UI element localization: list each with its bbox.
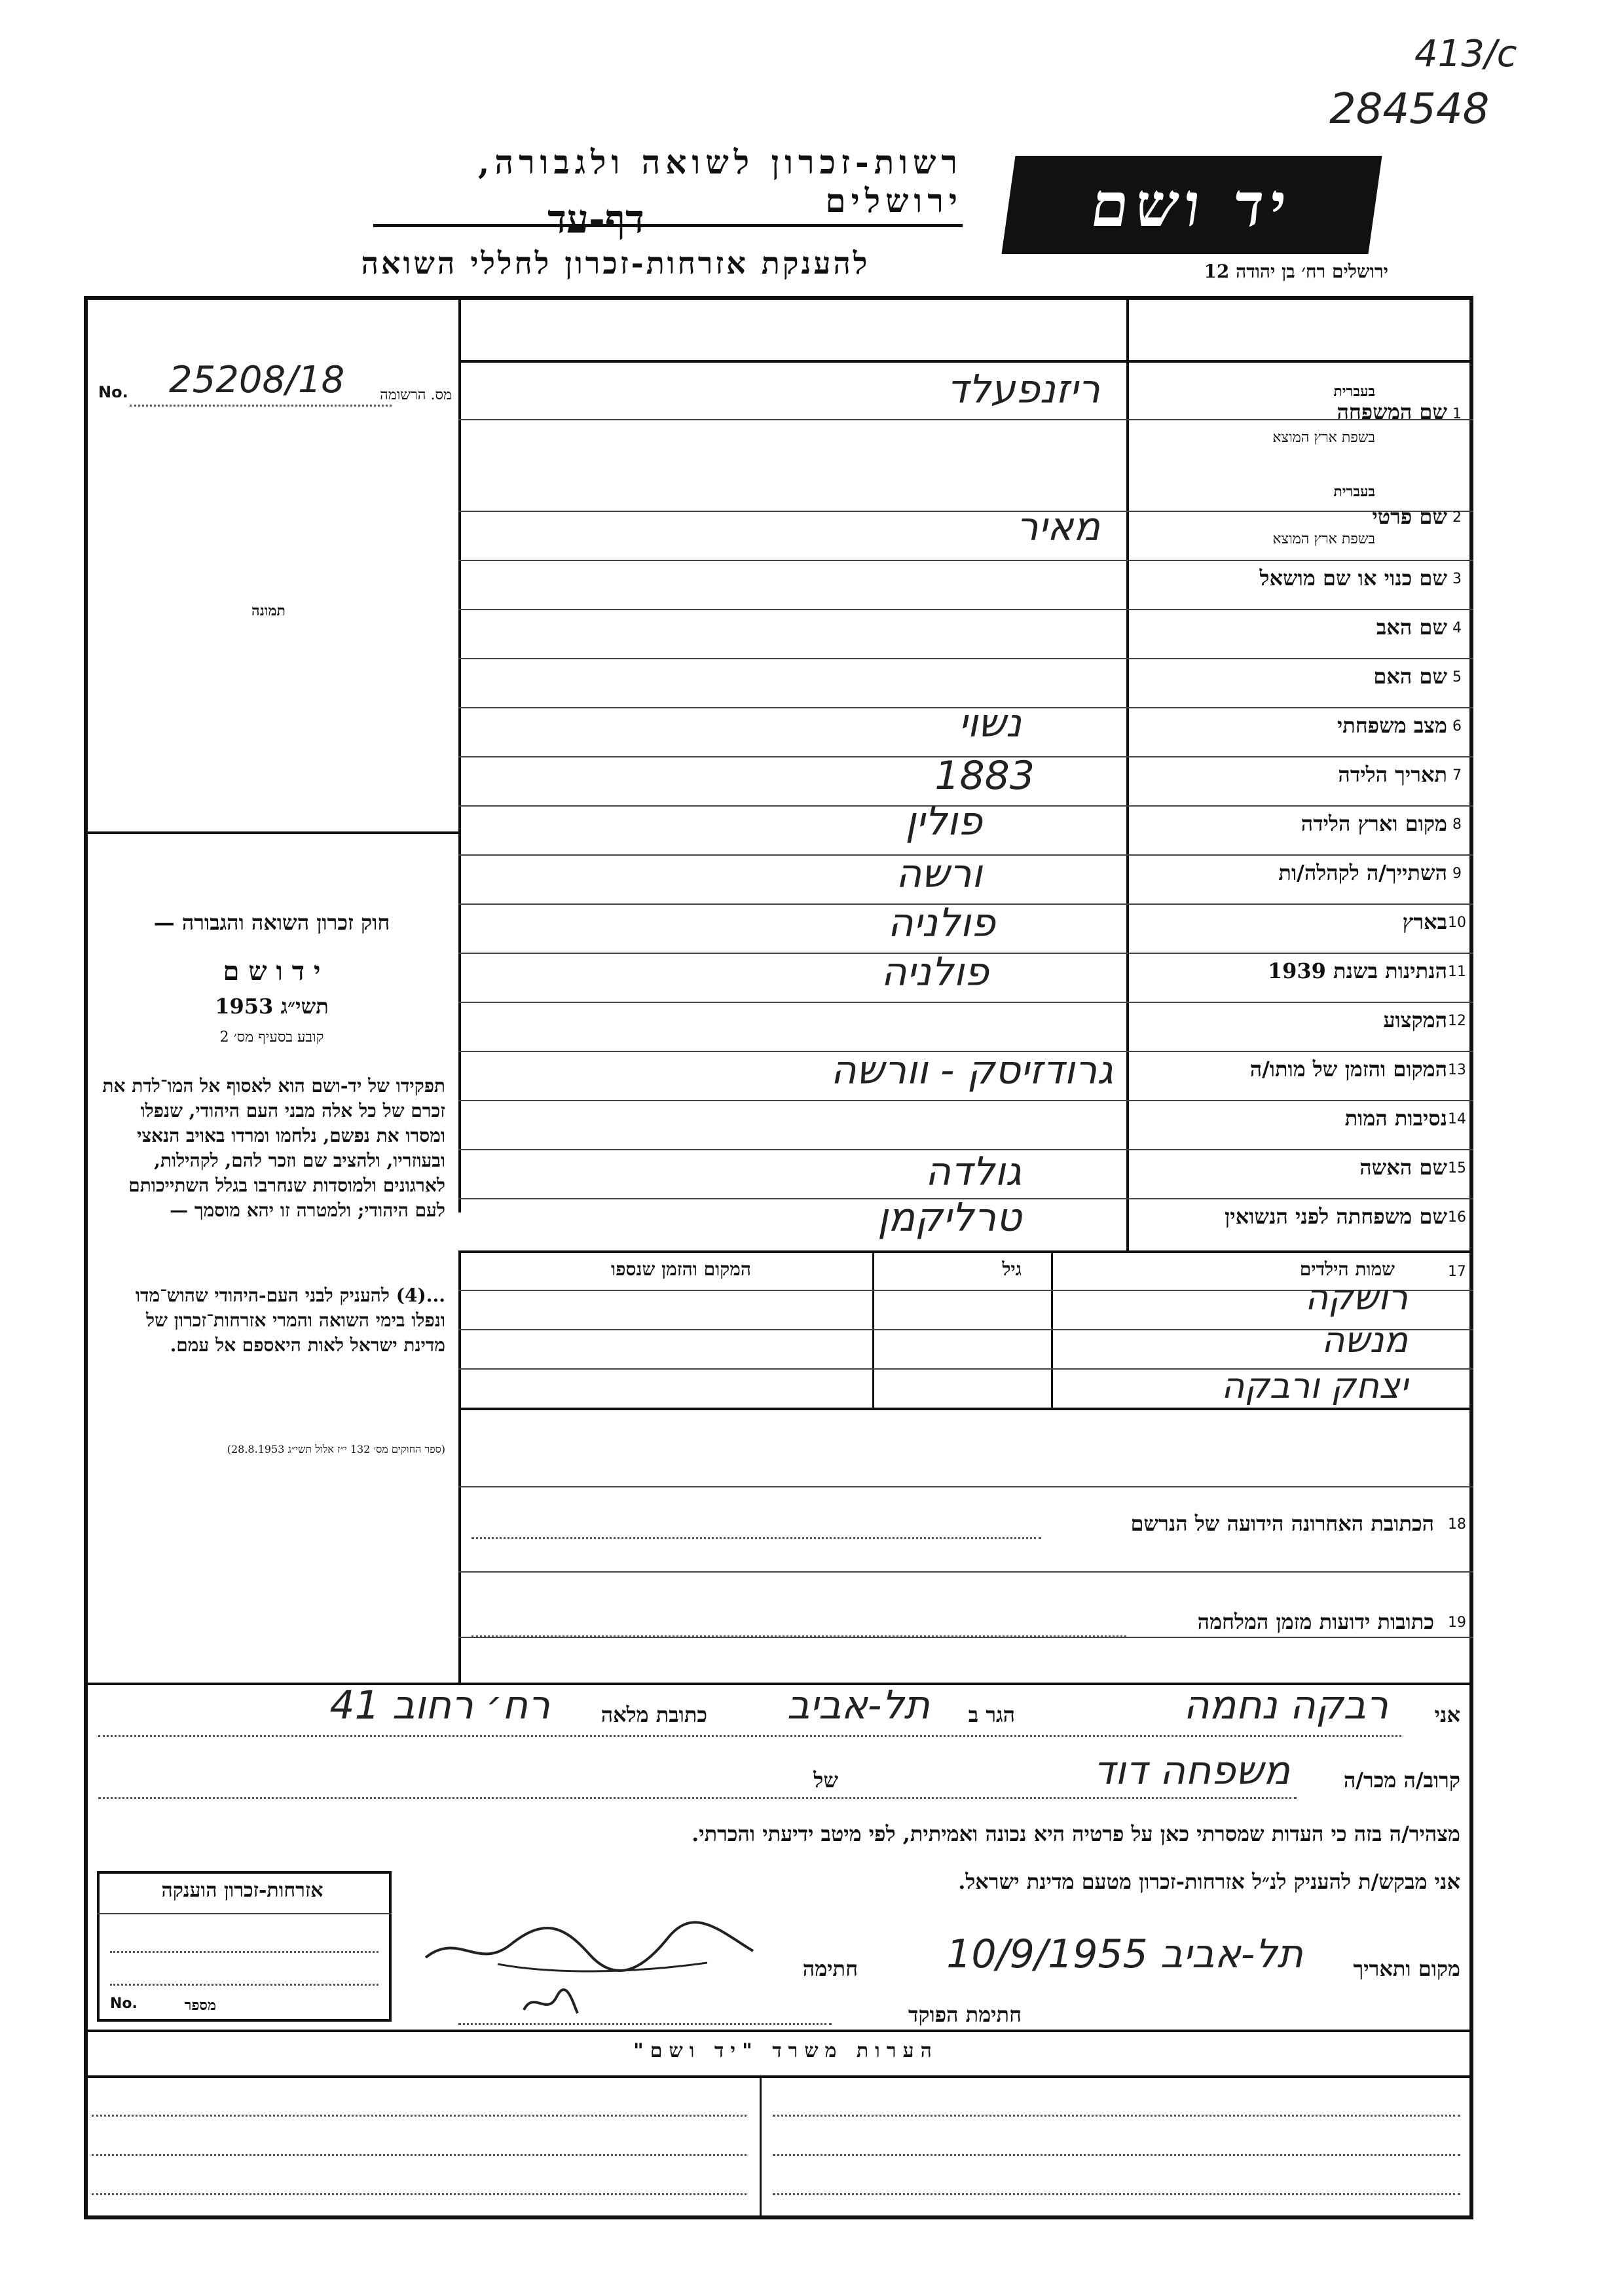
value-family-name: ריזנפעלד: [947, 367, 1100, 412]
value-wife-maiden-name: טרליקמן: [877, 1195, 1022, 1241]
field-label-4: שם האב: [1376, 615, 1447, 640]
field-label-6: מצב משפחתי: [1337, 713, 1447, 738]
row-line: [458, 658, 1473, 659]
children-place-header: המקום והזמן שנספו: [611, 1258, 751, 1280]
notes-header-line: [84, 2075, 1473, 2078]
divider-left-lower: [458, 1250, 461, 1683]
corner-mark-number: 284548: [1329, 85, 1490, 134]
field-label-11: הנתינות בשנת 1939: [1267, 958, 1447, 983]
signature: [419, 1918, 760, 1977]
declaration-city: תל-אביב: [786, 1683, 930, 1728]
header-row-line: [458, 360, 1473, 363]
field-label-10: בארץ: [1402, 909, 1447, 934]
field-label-3: שם כנוי או שם מושאל: [1259, 566, 1447, 591]
officer-signature-label: חתימת הפוקד: [908, 2002, 1022, 2027]
field-label-12: המקצוע: [1383, 1008, 1447, 1032]
row-line: [458, 1002, 1473, 1003]
field-num-13: 13: [1448, 1062, 1466, 1078]
field-label-18: הכתובת האחרונה הידועה של הנרשם: [1130, 1511, 1434, 1536]
page-title: דף-עד: [547, 196, 644, 242]
registration-label: מס. הרשומה: [380, 387, 452, 403]
field-label-8: מקום וארץ הלידה: [1301, 811, 1447, 836]
sublabel-hebrew: בעברית: [1333, 383, 1375, 400]
value-nationality-1939: פולניה: [881, 949, 989, 995]
field-num-10: 10: [1448, 915, 1466, 931]
stamp-line: [110, 1951, 378, 1953]
registration-no-label: No.: [98, 383, 128, 401]
field-num-15: 15: [1448, 1160, 1466, 1176]
declaration-name: רבקה נחמה: [1183, 1683, 1388, 1728]
children-header-line: [458, 1250, 1473, 1253]
law-name: י ד ו ש ם: [223, 956, 321, 987]
field-num-2: 2: [1452, 509, 1462, 526]
children-bottom-line: [458, 1408, 1473, 1410]
row-line: [458, 1486, 1473, 1487]
sublabel-native-2: בשפת ארץ המוצא: [1272, 531, 1375, 547]
value-death-place: גרודזיסק - וורשה: [830, 1048, 1113, 1093]
field-num-1: 1: [1452, 406, 1462, 422]
field-label-7: תאריך הלידה: [1338, 762, 1447, 787]
declaration-statement-2: אני מבקש/ת להעניק לנ״ל אזרחות-זכרון מטעם מדינת ישראל.: [958, 1869, 1460, 1894]
field-num-17: 17: [1448, 1264, 1466, 1280]
registration-dotline: [130, 405, 392, 407]
row-line: [458, 609, 1473, 610]
authority-heading: רשות-זכרון לשואה ולגבורה, ירושלים: [373, 143, 963, 227]
field-label-9: השתייך/ה לקהלה/ות: [1278, 860, 1447, 885]
declaration-i-label: אני: [1434, 1702, 1460, 1727]
stamp-title: אזרחות-זכרון הוענקה: [161, 1879, 323, 1902]
stamp-divider: [97, 1913, 392, 1914]
row-line: [458, 1571, 1473, 1573]
field-19-dotline: [471, 1635, 1126, 1637]
law-year: תשי״ג 1953: [215, 994, 329, 1019]
divider-label-column: [1126, 296, 1129, 1252]
field-label-13: המקום והזמן של מותו/ה: [1249, 1057, 1447, 1082]
children-age-header: גיל: [1002, 1258, 1022, 1280]
field-num-8: 8: [1452, 816, 1462, 833]
value-birth-place: פולין: [905, 799, 982, 845]
field-num-9: 9: [1452, 866, 1462, 882]
field-label-16: שם משפחתה לפני הנשואין: [1225, 1204, 1447, 1229]
notes-line: [773, 2193, 1460, 2195]
registration-number: 25208/18: [169, 359, 345, 401]
stamp-no-label: No.: [110, 1995, 138, 2012]
photo-label: תמונה: [251, 602, 286, 619]
value-wife-name: גולדה: [925, 1149, 1022, 1195]
value-country: פולניה: [887, 900, 995, 946]
value-marital-status: נשוי: [958, 701, 1022, 746]
declaration-statement-1: מצהיר/ה בזה כי העדות שמסרתי כאן על פרטיה היא נכונה ואמיתית, לפי מיטב ידיעתי והכרתי.: [692, 1821, 1460, 1846]
value-first-name: מאיר: [1016, 504, 1100, 550]
value-community: ורשה: [896, 851, 982, 897]
place-date-value: תל-אביב 10/9/1955: [946, 1931, 1303, 1977]
divider-notes: [760, 2075, 762, 2219]
declaration-line-1: [98, 1735, 1401, 1737]
law-paragraph-1: תפקידו של יד-ושם הוא לאסוף אל המו־לדת את זכרם של כל אלה מבני העם היהודי, שנפלו ומסרו את נפשם, נלחמו ומרדו באויב הנאצי ובעוזריו, ולהציב שם וזכר להם, לקהילות, לארגונים ולמוסדות שנחרבו בגלל השתייכותם לעם היהודי; ולמטרה זו יהא מוסמך —: [102, 1075, 445, 1221]
officer-initials: [517, 1984, 583, 2023]
law-paragraph-2: ...(4) להעניק לבני העם-היהודי שהוש־מדו ונפלו בימי השואה והמרי אזרחות־זכרון של מדינת ישראל לאות היאספם אל עמם.: [135, 1285, 445, 1356]
notes-top-line: [84, 2030, 1473, 2032]
sublabel-hebrew-2: בעברית: [1333, 483, 1375, 500]
divider-left-column: [458, 296, 461, 1212]
field-label-2: שם פרטי: [1372, 504, 1447, 529]
declaration-relative-value: משפחה דוד: [1093, 1748, 1290, 1794]
declaration-full-address: רח׳ רחוב 41: [329, 1683, 550, 1728]
stamp-line: [110, 1984, 378, 1986]
child-name: יצחק ורבקה: [1221, 1365, 1408, 1406]
law-source: (ספר החוקים מס׳ 132 י״ז אלול תשי״ג 28.8.1953): [227, 1443, 445, 1455]
office-notes-heading: הערות משרד "יד ושם": [633, 2039, 938, 2062]
field-num-3: 3: [1452, 571, 1462, 587]
notes-line: [92, 2193, 747, 2195]
value-birth-date: 1883: [934, 753, 1035, 799]
declaration-relative-label: קרוב/ה מכר/ה: [1343, 1768, 1460, 1793]
law-heading: חוק זכרון השואה והגבורה —: [153, 910, 390, 935]
field-num-7: 7: [1452, 767, 1462, 784]
page-subtitle: להענקת אזרחות-זכרון לחללי השואה: [361, 246, 870, 281]
field-num-19: 19: [1448, 1614, 1466, 1631]
field-label-1: שם המשפחה: [1337, 399, 1447, 424]
field-num-16: 16: [1448, 1209, 1466, 1226]
field-num-18: 18: [1448, 1516, 1466, 1533]
signature-label: חתימה: [802, 1956, 858, 1981]
stamp-number-label: מספר: [184, 1997, 216, 2014]
photo-bottom-line: [84, 831, 458, 834]
field-num-4: 4: [1452, 620, 1462, 636]
corner-mark-top: 413/c: [1414, 33, 1517, 75]
law-clause: קובע בסעיף מס׳ 2: [219, 1029, 324, 1046]
field-label-14: נסיבות המות: [1344, 1106, 1447, 1131]
field-label-15: שם האשה: [1359, 1155, 1447, 1180]
child-name: רושקה: [1304, 1277, 1408, 1318]
yad-vashem-logo: יד ושם: [1001, 156, 1382, 254]
field-num-11: 11: [1448, 964, 1466, 980]
sublabel-native: בשפת ארץ המוצא: [1272, 429, 1375, 446]
field-label-19: כתובות ידועות מזמן המלחמה: [1197, 1609, 1434, 1634]
declaration-full-address-label: כתובת מלאה: [600, 1702, 707, 1727]
children-names-header: שמות הילדים: [1299, 1258, 1395, 1280]
place-date-label: מקום ותאריך: [1353, 1956, 1460, 1981]
field-num-5: 5: [1452, 669, 1462, 685]
notes-line: [773, 2154, 1460, 2156]
row-line: [458, 560, 1473, 561]
field-num-12: 12: [1448, 1013, 1466, 1029]
field-num-14: 14: [1448, 1111, 1466, 1127]
notes-line: [773, 2115, 1460, 2117]
field-label-5: שם האם: [1373, 664, 1447, 689]
declaration-line-2: [98, 1797, 1297, 1799]
declaration-resident-label: הגר ב: [968, 1702, 1015, 1727]
address-line: ירושלים רח׳ בן יהודה 12: [1204, 261, 1388, 282]
notes-line: [92, 2115, 747, 2117]
declaration-of-label: של: [813, 1768, 838, 1793]
officer-signature-line: [458, 2023, 832, 2025]
field-18-dotline: [471, 1537, 1041, 1539]
field-num-6: 6: [1452, 718, 1462, 735]
row-line: [458, 1100, 1473, 1101]
notes-line: [92, 2154, 747, 2156]
child-name: מנשה: [1321, 1319, 1408, 1360]
